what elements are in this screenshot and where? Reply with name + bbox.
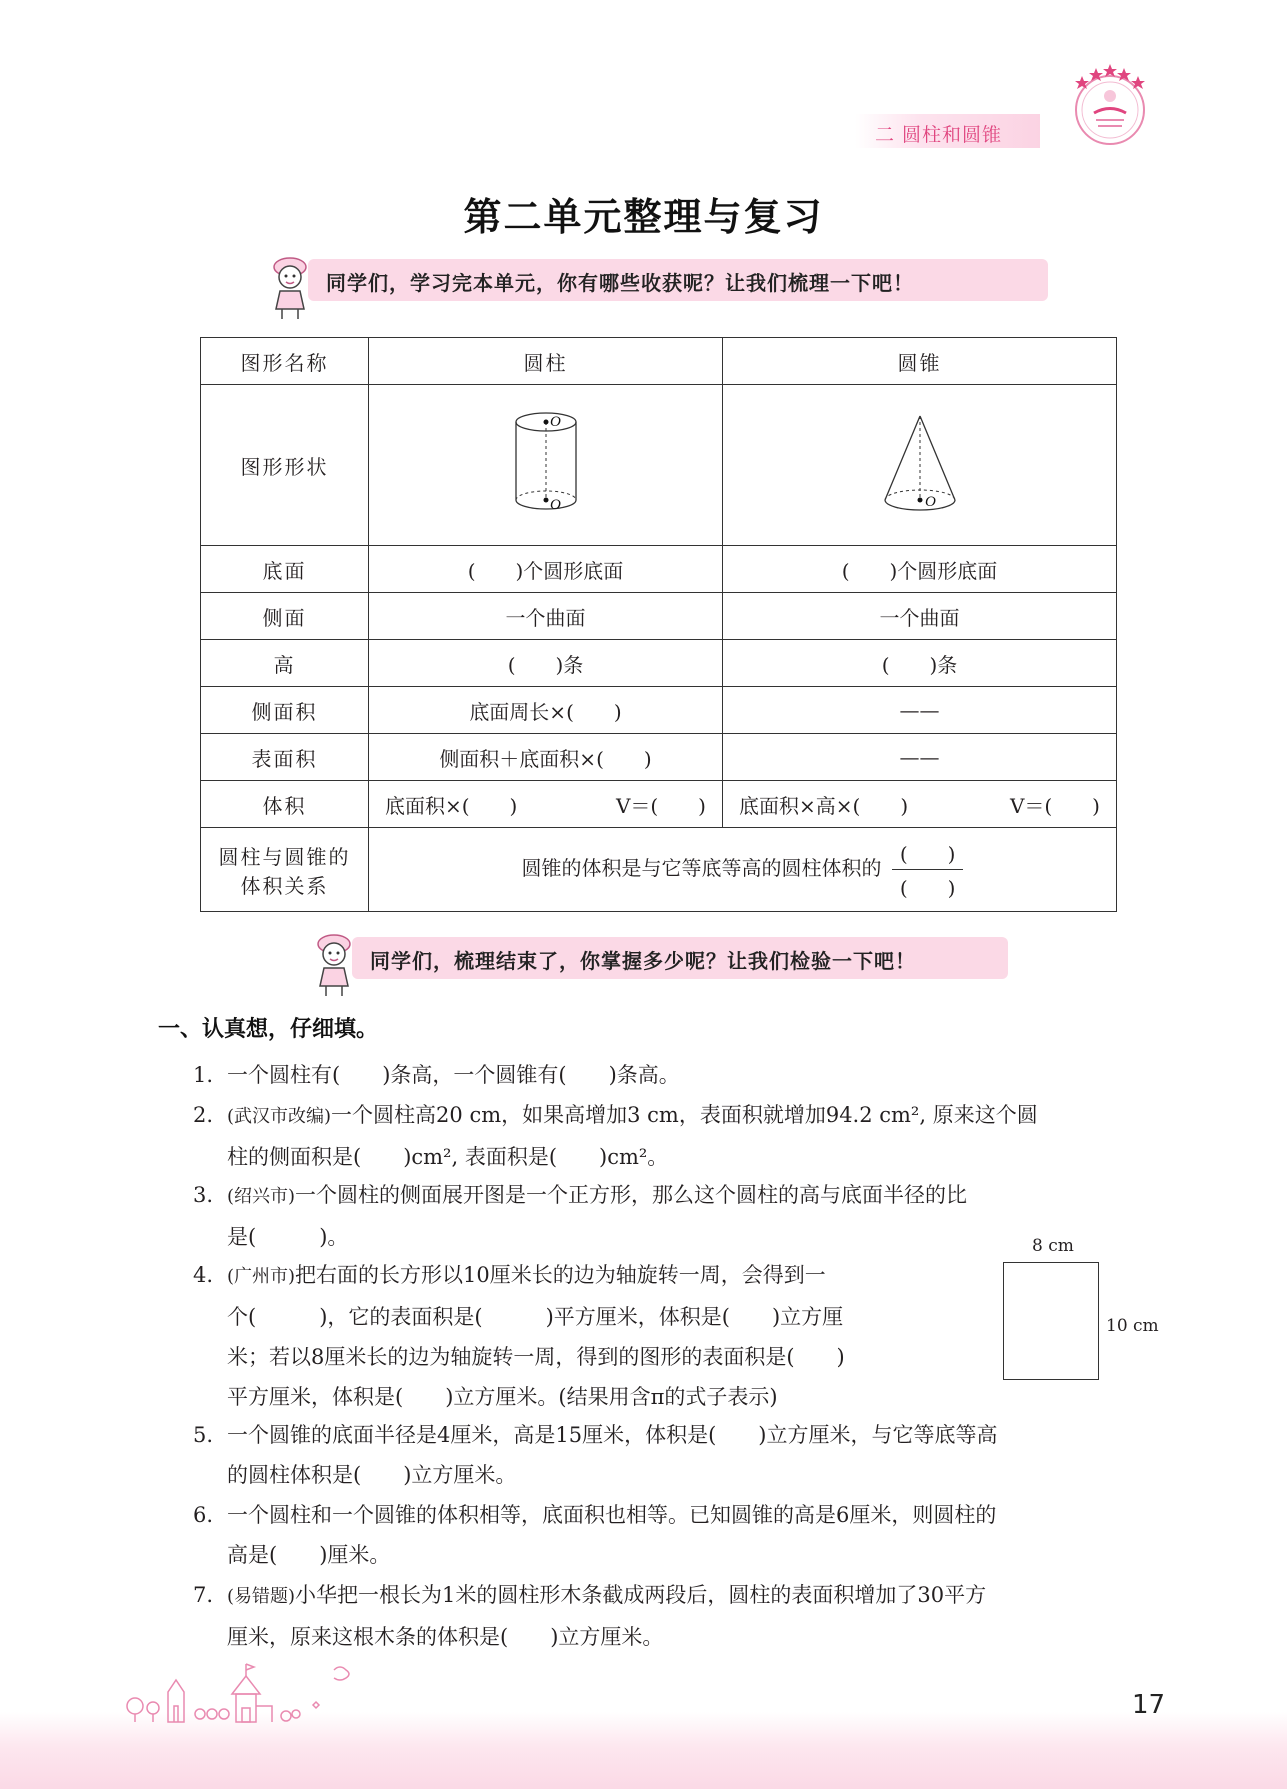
cone-cell: —— [723, 687, 1117, 734]
question-number: 6. [193, 1503, 214, 1527]
relation-label-line2: 体积关系 [240, 873, 329, 898]
header-cell: 圆锥 [723, 338, 1117, 385]
cone-volume-cell [723, 781, 1117, 828]
brand-logo [1068, 58, 1152, 150]
cone-cell: 一个曲面 [723, 593, 1117, 640]
check-bubble-text: 同学们，梳理结束了，你掌握多少呢？让我们检验一下吧！ [370, 949, 916, 973]
cylinder-cell: 侧面积＋底面积×( ) [369, 734, 723, 781]
question-2 [193, 1095, 1038, 1177]
table-row [201, 687, 1117, 734]
question-text: 平方厘米，体积是( )立方厘米。(结果用含π的式子表示) [227, 1385, 778, 1409]
page-title: 第二单元整理与复习 [463, 195, 824, 239]
cylinder-volume-cell [369, 781, 723, 828]
row-label: 表面积 [201, 734, 369, 781]
question-text: 把右面的长方形以10厘米长的边为轴旋转一周，会得到一 [295, 1263, 826, 1287]
question-5 [193, 1415, 997, 1495]
header-cell: 圆柱 [369, 338, 723, 385]
cone-figure [875, 408, 965, 518]
question-6 [193, 1495, 996, 1575]
question-text: 一个圆锥的底面半径是4厘米，高是15厘米，体积是( )立方厘米，与它等底等高 [227, 1423, 998, 1447]
row-label: 底面 [201, 546, 369, 593]
cylinder-volume-symbol: V＝( ) [615, 793, 706, 818]
table-row-volume [201, 781, 1117, 828]
question-number: 2. [193, 1103, 214, 1127]
relation-label-line1: 圆柱与圆锥的 [218, 844, 351, 869]
cone-figure-cell [723, 385, 1117, 546]
relation-cell [369, 828, 1117, 912]
cone-cell: ( )条 [723, 640, 1117, 687]
question-number: 3. [193, 1183, 214, 1207]
table-header-row [201, 338, 1117, 385]
castle-decoration-icon [120, 1656, 440, 1724]
cylinder-figure-cell [369, 385, 723, 546]
fraction-numerator: ( ) [892, 838, 964, 870]
question-source: (易错题) [227, 1586, 296, 1607]
fraction-denominator: ( ) [899, 876, 956, 900]
question-text: 小华把一根长为1米的圆柱形木条截成两段后，圆柱的表面积增加了30平方 [295, 1583, 987, 1607]
row-label: 侧面积 [201, 687, 369, 734]
question-7 [193, 1575, 986, 1657]
rectangle-height-label: 10 cm [1106, 1316, 1159, 1336]
intro-bubble-text: 同学们，学习完本单元，你有哪些收获呢？让我们梳理一下吧！ [326, 271, 914, 295]
question-number: 5. [193, 1423, 214, 1447]
question-source: (武汉市改编) [227, 1106, 332, 1127]
question-source: (广州市) [227, 1266, 296, 1287]
row-label: 高 [201, 640, 369, 687]
question-number: 4. [193, 1263, 214, 1287]
check-bubble [352, 937, 1008, 979]
chapter-label: 二 圆柱和圆锥 [875, 124, 1003, 146]
section-heading: 一、认真想，仔细填。 [158, 1017, 379, 1042]
summary-table [200, 337, 1117, 912]
chapter-tag [855, 114, 1040, 148]
cylinder-volume-formula: 底面积×( ) [385, 793, 518, 818]
table-row-relation [201, 828, 1117, 912]
cylinder-cell: ( )条 [369, 640, 723, 687]
question-3 [193, 1175, 967, 1257]
intro-bubble [308, 259, 1048, 301]
question-1 [193, 1055, 680, 1095]
question-text: 厘米，原来这根木条的体积是( )立方厘米。 [227, 1625, 664, 1649]
table-row [201, 385, 1117, 546]
question-text: 米；若以8厘米长的边为轴旋转一周，得到的图形的表面积是( ) [227, 1345, 845, 1369]
question-text: 柱的侧面积是( )cm², 表面积是( )cm²。 [227, 1145, 669, 1169]
question-text: 高是( )厘米。 [227, 1543, 391, 1567]
question-text: 一个圆柱的侧面展开图是一个正方形，那么这个圆柱的高与底面半径的比 [295, 1183, 968, 1207]
question-text: 一个圆柱高20 cm，如果高增加3 cm，表面积就增加94.2 cm², 原来这个圆 [331, 1103, 1038, 1127]
question-text: 个( )，它的表面积是( )平方厘米，体积是( )立方厘 [227, 1305, 844, 1329]
cone-volume-formula: 底面积×高×( ) [739, 793, 909, 818]
rectangle-figure [1003, 1262, 1099, 1380]
row-label: 图形形状 [201, 385, 369, 546]
blank-fraction [892, 838, 964, 901]
cone-cell: —— [723, 734, 1117, 781]
question-number: 1. [193, 1063, 214, 1087]
table-row [201, 640, 1117, 687]
question-text: 一个圆柱有( )条高，一个圆锥有( )条高。 [227, 1063, 680, 1087]
table-row [201, 593, 1117, 640]
row-label: 体积 [201, 781, 369, 828]
question-text: 的圆柱体积是( )立方厘米。 [227, 1463, 517, 1487]
row-label: 侧面 [201, 593, 369, 640]
cylinder-cell: 底面周长×( ) [369, 687, 723, 734]
cone-center-label: O [924, 493, 936, 510]
question-text: 一个圆柱和一个圆锥的体积相等，底面积也相等。已知圆锥的高是6厘米，则圆柱的 [227, 1503, 997, 1527]
relation-text: 圆锥的体积是与它等底等高的圆柱体积的 [521, 856, 882, 880]
cylinder-figure [506, 408, 586, 518]
rectangle-width-label: 8 cm [1032, 1236, 1074, 1256]
table-row [201, 546, 1117, 593]
question-number: 7. [193, 1583, 214, 1607]
question-4 [193, 1255, 845, 1417]
row-label [201, 828, 369, 912]
page-number: 17 [1132, 1690, 1166, 1720]
question-text: 是( )。 [227, 1225, 349, 1249]
cone-cell: ( )个圆形底面 [723, 546, 1117, 593]
question-source: (绍兴市) [227, 1186, 296, 1207]
header-cell: 图形名称 [201, 338, 369, 385]
bottom-center-label: O [549, 496, 561, 513]
cone-volume-symbol: V＝( ) [1009, 793, 1100, 818]
cylinder-cell: 一个曲面 [369, 593, 723, 640]
cylinder-cell: ( )个圆形底面 [369, 546, 723, 593]
table-row [201, 734, 1117, 781]
top-center-label: O [549, 413, 561, 430]
